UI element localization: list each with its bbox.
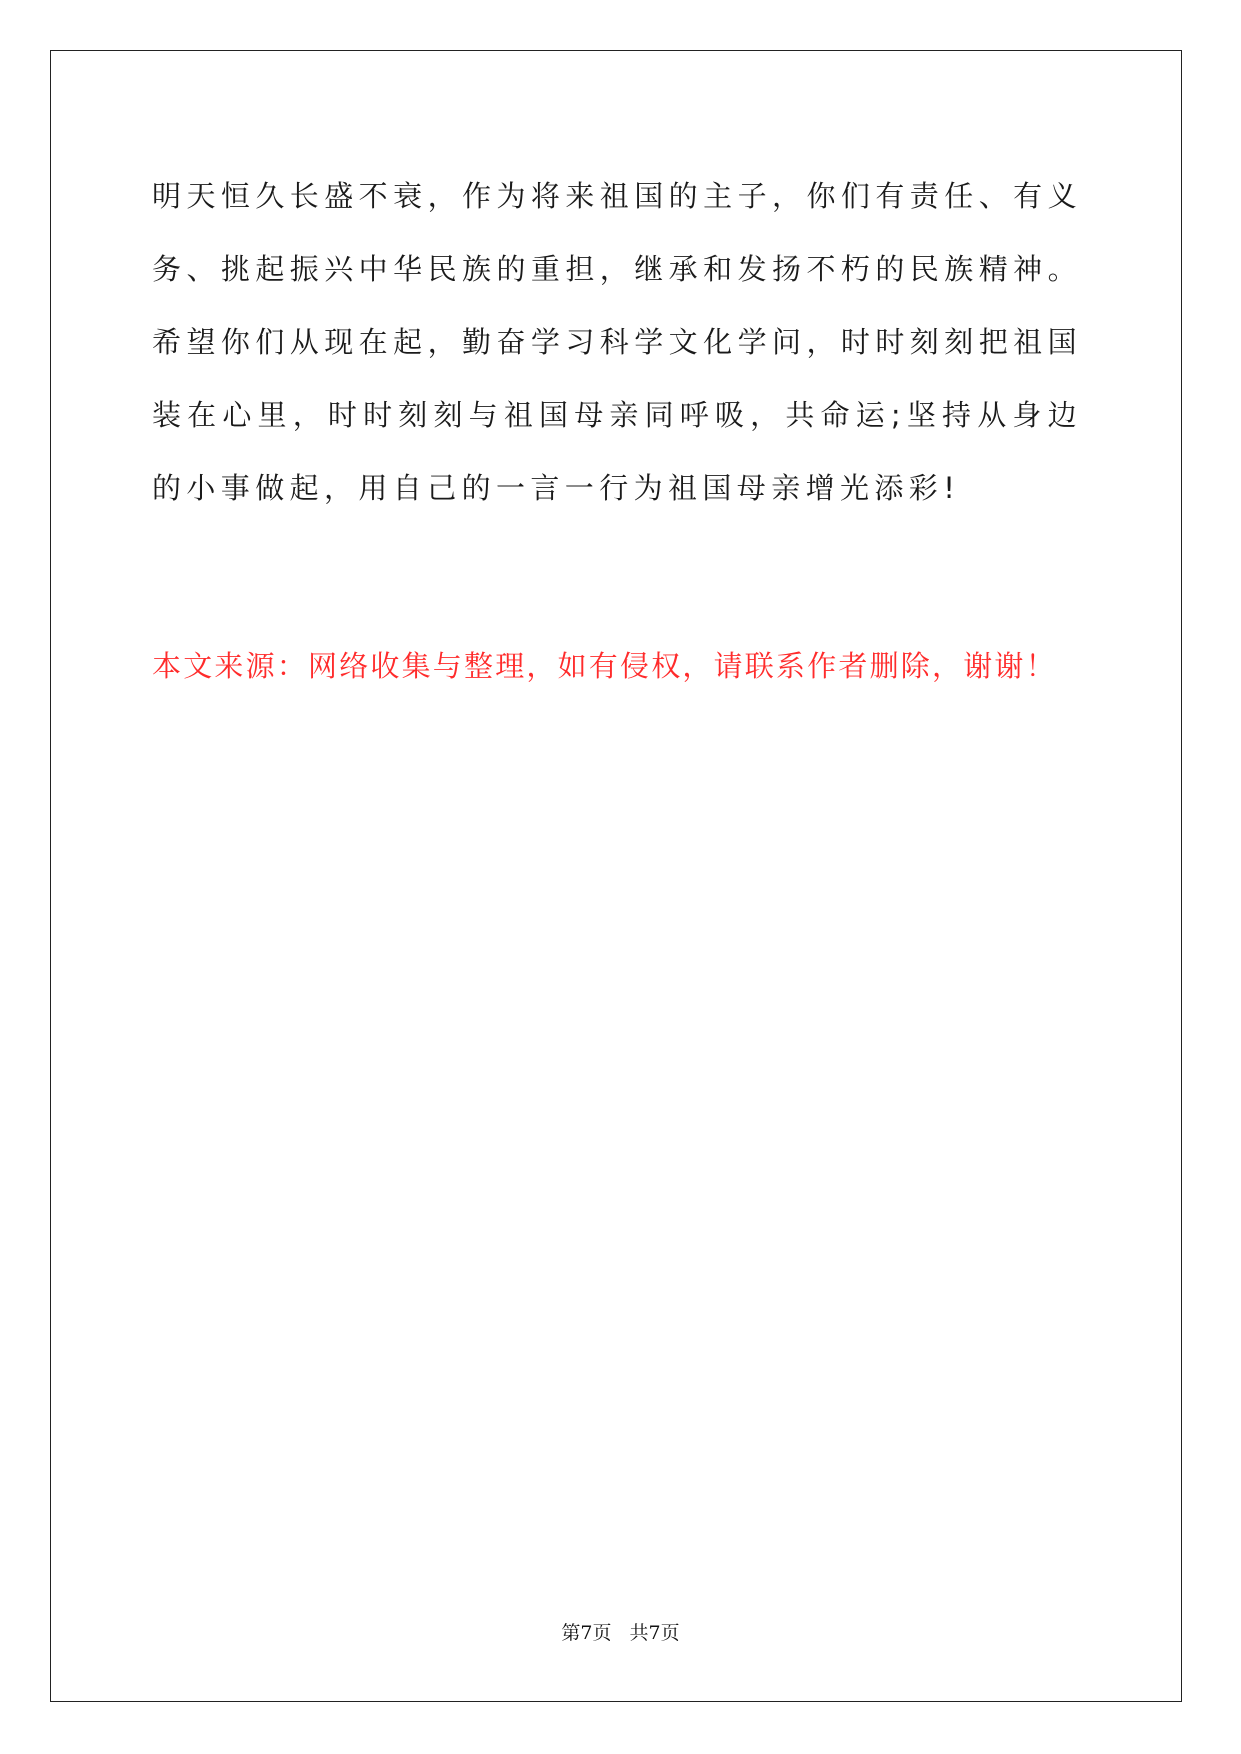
page-number-total: 共7页 [629, 1622, 680, 1644]
page-footer [0, 1618, 1241, 1645]
page-number-current: 第7页 [561, 1622, 612, 1644]
source-note: 本文来源：网络收集与整理，如有侵权，请联系作者删除，谢谢！ [152, 649, 1057, 683]
body-paragraph: 明天恒久长盛不衰，作为将来祖国的主子，你们有责任、有义务、挑起振兴中华民族的重担，继承和发扬不朽的民族精神。希望你们从现在起，勤奋学习科学文化学问，时时刻刻把祖国装在心里，时时刻刻与祖国母亲同呼吸，共命运;坚持从身边的小事做起，用自己的一言一行为祖国母亲增光添彩! [152, 179, 1082, 505]
